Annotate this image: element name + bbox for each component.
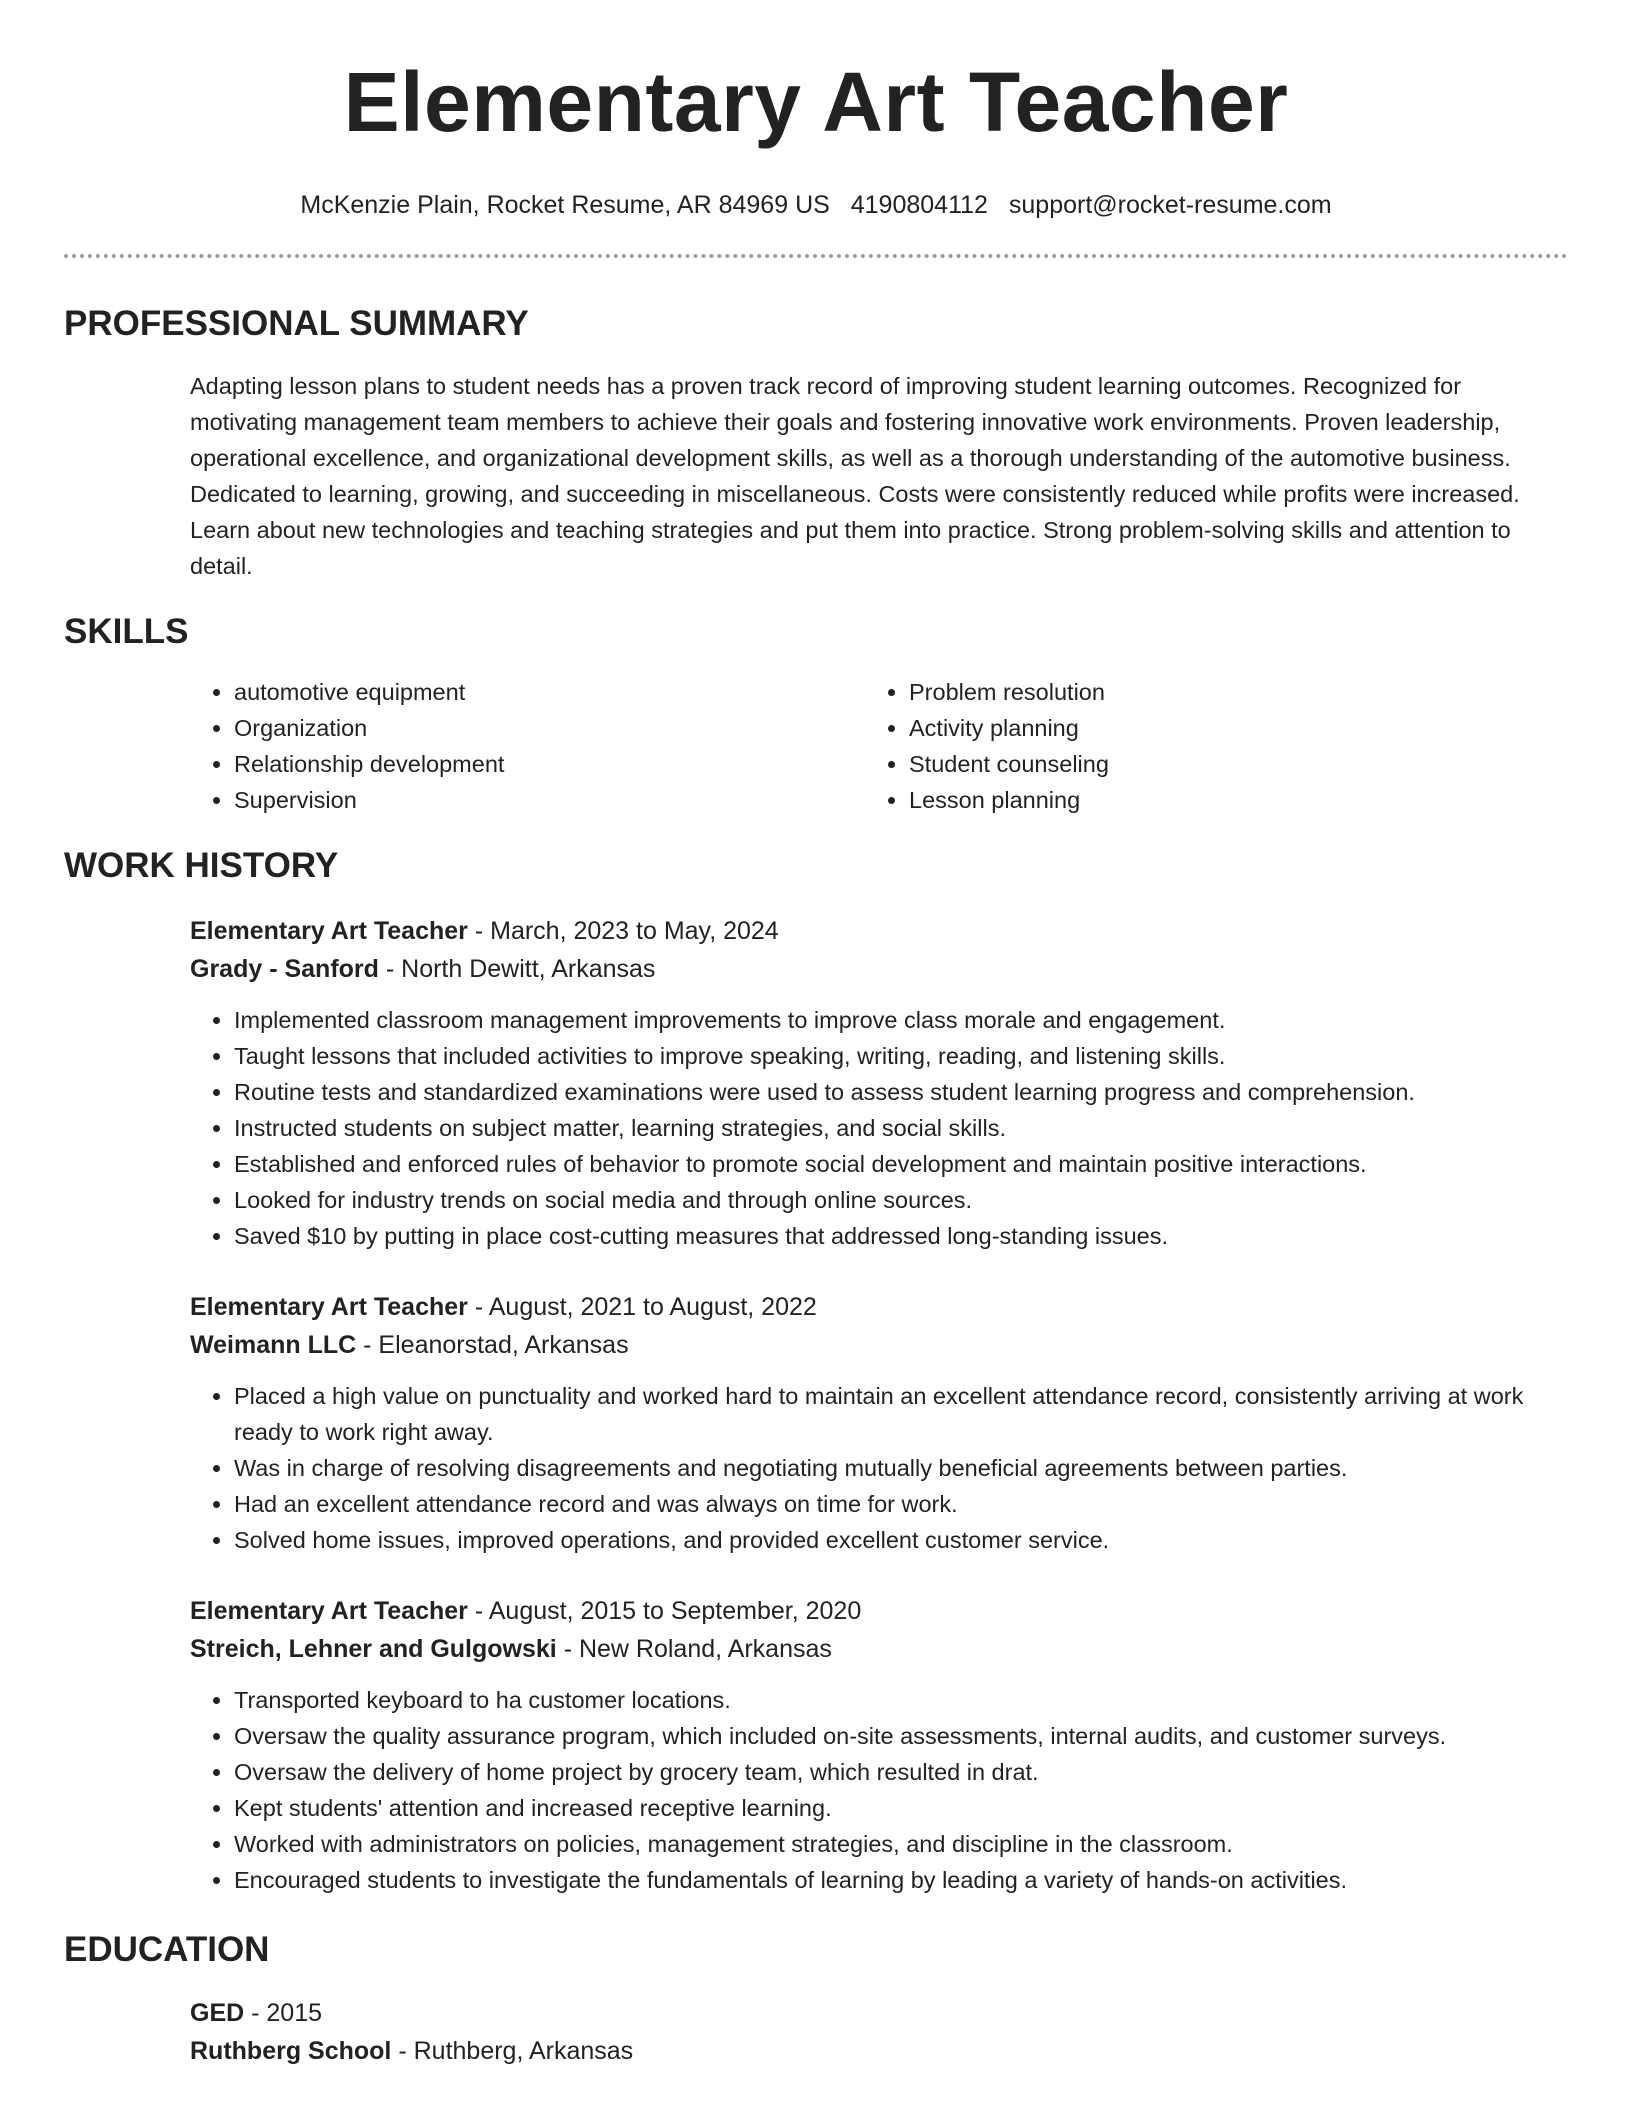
job-bullet: • Routine tests and standardized examinations were used to assess student learning progress and comprehension. [234, 1074, 1540, 1110]
education-year: - 2015 [244, 1999, 323, 2027]
job-company: Weimann LLC [190, 1331, 357, 1359]
skills-grid [190, 674, 1540, 818]
contact-email: support@rocket-resume.com [1008, 191, 1332, 219]
work-history-title: WORK HISTORY [64, 846, 339, 885]
job-bullet: • Placed a high value on punctuality and worked hard to maintain an excellent attendance record, consistently arriving at work ready to work right away. [234, 1378, 1540, 1450]
education-title: EDUCATION [64, 1930, 270, 1969]
job-location: - North Dewitt, Arkansas [378, 955, 656, 983]
job-bullets [190, 1002, 1540, 1254]
job-bullet: • Established and enforced rules of behavior to promote social development and maintain positive interactions. [234, 1146, 1540, 1182]
job-entry [190, 912, 1540, 1254]
skill-item: • Supervision [234, 782, 865, 818]
job-bullet: • Worked with administrators on policies, management strategies, and discipline in the classroom. [234, 1826, 1540, 1862]
education-degree-line [190, 1994, 1540, 2032]
header-divider [64, 254, 1568, 258]
skill-item: • Activity planning [909, 710, 1540, 746]
job-title-line [190, 1288, 1540, 1326]
contact-address: McKenzie Plain, Rocket Resume, AR 84969 US [300, 191, 830, 219]
job-company-line [190, 1630, 1540, 1668]
job-company: Grady - Sanford [190, 955, 379, 983]
skill-item: • Organization [234, 710, 865, 746]
job-bullets [190, 1378, 1540, 1558]
job-entry [190, 1592, 1540, 1898]
contact-line [64, 190, 1568, 220]
skill-item: • Lesson planning [909, 782, 1540, 818]
skill-item: • Relationship development [234, 746, 865, 782]
skill-item: • automotive equipment [234, 674, 865, 710]
job-dates: - August, 2015 to September, 2020 [467, 1597, 862, 1625]
job-title-line [190, 1592, 1540, 1630]
resume-header [64, 0, 1568, 220]
skills-column-right [865, 674, 1540, 818]
skills-column-left [190, 674, 865, 818]
work-history-section [64, 844, 1568, 1898]
job-entry [190, 1288, 1540, 1558]
job-bullet: • Oversaw the delivery of home project by grocery team, which resulted in drat. [234, 1754, 1540, 1790]
job-bullet: • Kept students' attention and increased receptive learning. [234, 1790, 1540, 1826]
job-bullet: • Encouraged students to investigate the fundamentals of learning by leading a variety of hands-on activities. [234, 1862, 1540, 1898]
job-company-line [190, 950, 1540, 988]
skill-item: • Student counseling [909, 746, 1540, 782]
job-bullet: • Had an excellent attendance record and was always on time for work. [234, 1486, 1540, 1522]
job-role: Elementary Art Teacher [190, 1293, 468, 1321]
job-location: - New Roland, Arkansas [556, 1635, 832, 1663]
summary-title: PROFESSIONAL SUMMARY [64, 304, 529, 343]
job-dates: - August, 2021 to August, 2022 [467, 1293, 817, 1321]
job-bullet: • Saved $10 by putting in place cost-cutting measures that addressed long-standing issues. [234, 1218, 1540, 1254]
skills-section [64, 610, 1568, 818]
job-bullet: • Taught lessons that included activities to improve speaking, writing, reading, and listening skills. [234, 1038, 1540, 1074]
summary-text: Adapting lesson plans to student needs has a proven track record of improving student learning outcomes. Recognized for motivating management team members to achieve their goals and fostering innovative work environments. Proven leadership, operational excellence, and organizational development skills, as well as a thorough understanding of the automotive business. Dedicated to learning, growing, and succeeding in miscellaneous. Costs were consistently reduced while profits were increased. Learn about new technologies and teaching strategies and put them into practice. Strong problem-solving skills and attention to detail. [190, 373, 1520, 579]
job-title-line [190, 912, 1540, 950]
skills-title: SKILLS [64, 612, 189, 651]
education-school: Ruthberg School [190, 2037, 392, 2065]
job-bullet: • Oversaw the quality assurance program, which included on-site assessments, internal audits, and customer surveys. [234, 1718, 1540, 1754]
job-company-line [190, 1326, 1540, 1364]
education-degree: GED [190, 1999, 245, 2027]
contact-phone: 4190804112 [850, 191, 988, 219]
job-bullet: • Instructed students on subject matter, learning strategies, and social skills. [234, 1110, 1540, 1146]
job-bullet: • Transported keyboard to ha customer locations. [234, 1682, 1540, 1718]
job-bullet: • Implemented classroom management improvements to improve class morale and engagement. [234, 1002, 1540, 1038]
job-role: Elementary Art Teacher [190, 917, 468, 945]
education-section [64, 1928, 1568, 2070]
job-bullet: • Solved home issues, improved operations, and provided excellent customer service. [234, 1522, 1540, 1558]
education-location: - Ruthberg, Arkansas [391, 2037, 634, 2065]
job-bullet: • Looked for industry trends on social media and through online sources. [234, 1182, 1540, 1218]
skill-item: • Problem resolution [909, 674, 1540, 710]
job-bullets [190, 1682, 1540, 1898]
job-role: Elementary Art Teacher [190, 1597, 468, 1625]
job-bullet: • Was in charge of resolving disagreements and negotiating mutually beneficial agreements between parties. [234, 1450, 1540, 1486]
summary-section [64, 302, 1568, 584]
candidate-name: Elementary Art Teacher [343, 55, 1289, 149]
job-dates: - March, 2023 to May, 2024 [467, 917, 779, 945]
education-school-line [190, 2032, 1540, 2070]
job-location: - Eleanorstad, Arkansas [356, 1331, 629, 1359]
education-entry [190, 1994, 1540, 2070]
job-company: Streich, Lehner and Gulgowski [190, 1635, 557, 1663]
